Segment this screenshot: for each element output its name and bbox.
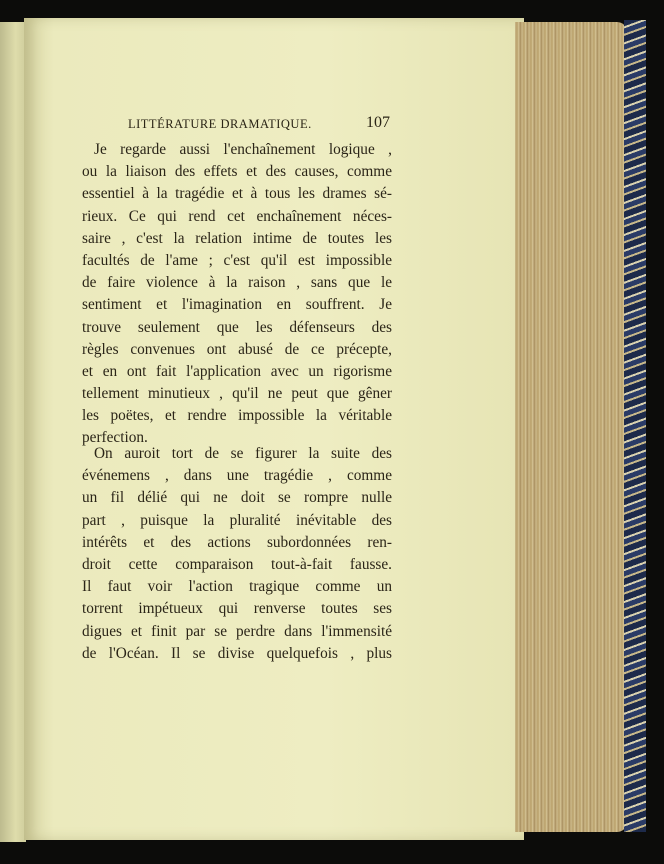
text-line: perfection.	[82, 429, 148, 447]
text-line: règles convenues ont abusé de ce précepte,	[82, 340, 392, 358]
left-page-edge	[0, 22, 26, 842]
text-line: et en ont fait l'application avec un rigorisme	[82, 362, 392, 380]
marbled-cover	[624, 20, 646, 832]
text-line: un fil délié qui ne doit se rompre nulle	[82, 489, 392, 507]
text-line: ou la liaison des effets et des causes, comme	[82, 163, 392, 181]
text-line: événemens , dans une tragédie , comme	[82, 467, 392, 485]
text-line: de l'Océan. Il se divise quelquefois , plus	[82, 644, 392, 662]
text-line: saire , c'est la relation intime de toutes les	[82, 229, 392, 247]
text-line: Je regarde aussi l'enchaînement logique ,	[94, 141, 392, 158]
text-line: essentiel à la tragédie et à tous les drames sé-	[82, 185, 392, 203]
text-line: On auroit tort de se figurer la suite des	[94, 445, 392, 462]
text-line: tellement minutieux , qu'il ne peut que gêner	[82, 385, 392, 403]
text-line: digues et finit par se perdre dans l'immensité	[82, 622, 392, 640]
text-line: facultés de l'ame ; c'est qu'il est impossible	[82, 251, 392, 269]
running-head	[128, 114, 390, 132]
text-line: trouve seulement que les défenseurs des	[82, 318, 392, 336]
page-edges	[515, 22, 627, 832]
text-line: part , puisque la pluralité inévitable des	[82, 511, 392, 529]
paragraph-2	[82, 443, 392, 665]
text-line: Il faut voir l'action tragique comme un	[82, 578, 392, 596]
text-line: torrent impétueux qui renverse toutes ses	[82, 600, 392, 618]
text-line: intérêts et des actions subordonnées ren-	[82, 533, 392, 551]
running-head-title: LITTÉRATURE DRAMATIQUE.	[128, 117, 312, 131]
paragraph-1	[82, 139, 392, 450]
page-number: 107	[366, 114, 390, 131]
text-line: de faire violence à la raison , sans que le	[82, 274, 392, 292]
text-line: droit cette comparaison tout-à-fait fausse.	[82, 555, 392, 573]
text-line: les poëtes, et rendre impossible la véritable	[82, 407, 392, 425]
text-line: sentiment et l'imagination en souffrent. Je	[82, 296, 392, 314]
text-line: rieux. Ce qui rend cet enchaînement néces-	[82, 207, 392, 225]
